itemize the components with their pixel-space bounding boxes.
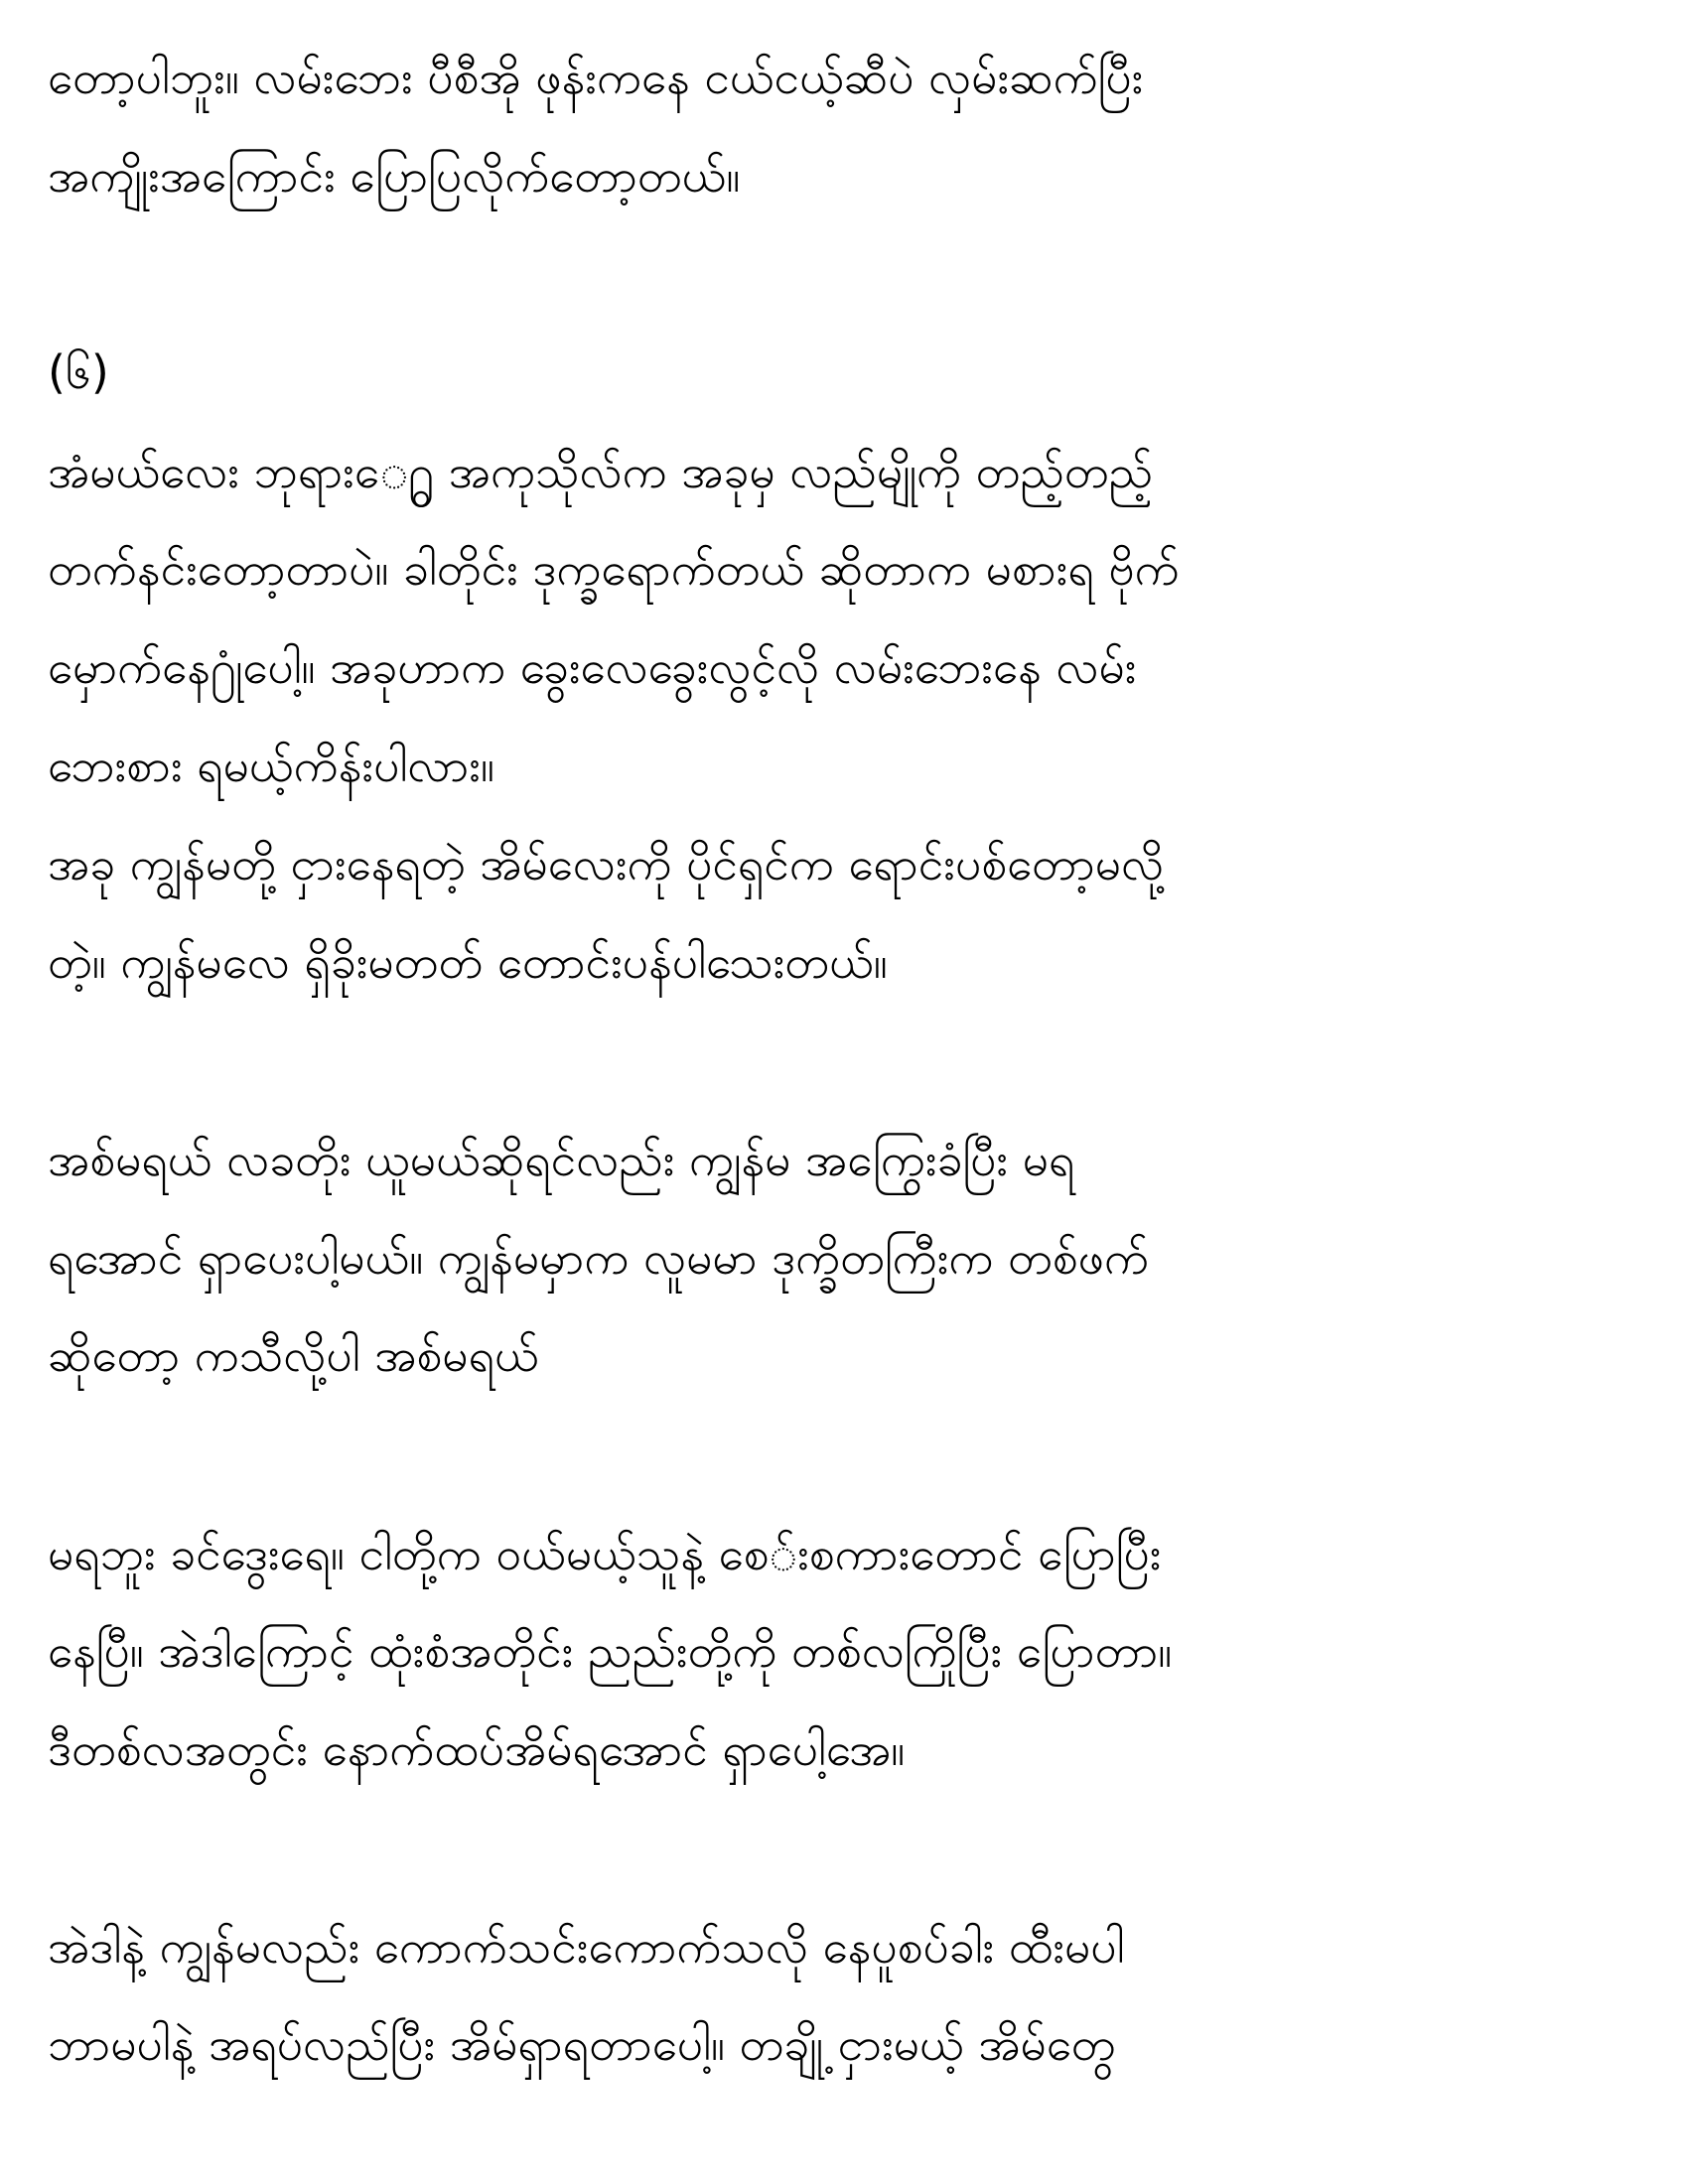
text-line: ဘေးစား ရမယ့်ကိန်းပါလား။	[48, 739, 494, 792]
text-line: အံမယ်လေး ဘုရားေ႐ွ အကုသိုလ်က အခုမှ လည်မျိုကို တည့်တည့်	[48, 445, 1154, 498]
text-line: တဲ့။ ကျွန်မလေ ရှိခိုးမတတ် တောင်းပန်ပါသေးတယ်။	[48, 935, 888, 989]
text-line: မရဘူး ခင်ဒွေးရေ။ ငါတို့က ဝယ်မယ့်သူနဲ့ စေ်းစကားတောင် ပြောပြီး	[48, 1527, 1162, 1580]
text-line: အဲဒါနဲ့ ကျွန်မလည်း ကောက်သင်းကောက်သလို နေပူစပ်ခါး ထီးမပါ	[48, 1920, 1125, 1974]
text-line: အခု ကျွန်မတို့ ငှားနေရတဲ့ အိမ်လေးကို ပိုင်ရှင်က ရောင်းပစ်တော့မလို့	[48, 837, 1165, 890]
text-line: နေပြီ။ အဲဒါကြောင့် ထုံးစံအတိုင်း ညည်းတို့ကို တစ်လကြိုပြီး ပြောတာ။	[48, 1624, 1173, 1678]
text-line: တော့ပါဘူး။ လမ်းဘေး ပီစီအို ဖုန်းကနေ ငယ်ငယ့်ဆီပဲ လှမ်းဆက်ပြီး	[48, 51, 1144, 104]
section-number: (၆)	[48, 345, 109, 399]
text-line: အကျိုးအကြောင်း ပြောပြလိုက်တော့တယ်။	[48, 149, 741, 203]
text-line: မှောက်နေ႐ုံပေါ့။ အခုဟာက ခွေးလေခွေးလွင့်လို လမ်းဘေးနေ လမ်း	[48, 640, 1137, 694]
text-line: ဒီတစ်လအတွင်း နောက်ထပ်အိမ်ရအောင် ရှာပေါ့အေ။	[48, 1722, 906, 1776]
text-line: အစ်မရယ် လခတိုး ယူမယ်ဆိုရင်လည်း ကျွန်မ အကြွေးခံပြီး မရ	[48, 1133, 1075, 1186]
text-line: ရအောင် ရှာပေးပါ့မယ်။ ကျွန်မမှာက လူမမာ ဒုက္ခိတကြီးက တစ်ဖက်	[48, 1231, 1149, 1285]
text-line: ဆိုတော့ ကသီလို့ပါ အစ်မရယ်	[48, 1328, 539, 1382]
text-line: ဘာမပါနဲ့ အရပ်လည်ပြီး အိမ်ရှာရတာပေါ့။ တချို့ ငှားမယ့် အိမ်တွေ	[48, 2017, 1116, 2071]
text-line: တက်နင်းတော့တာပဲ။ ခါတိုင်း ဒုက္ခရောက်တယ် ဆိုတာက မစားရ ဗိုက်	[48, 542, 1180, 596]
